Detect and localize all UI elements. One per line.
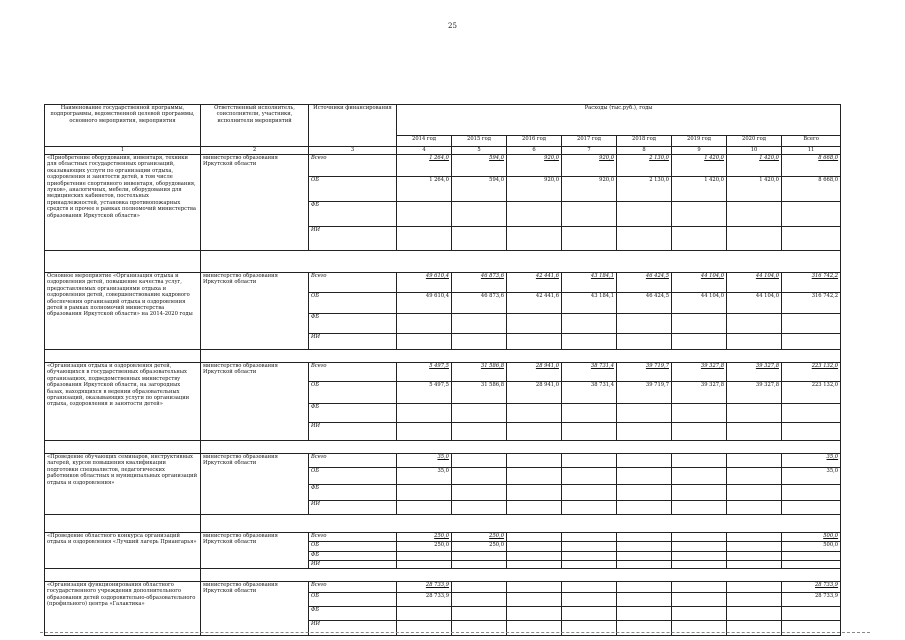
ob-value-cell: 49 610,4 (397, 293, 452, 314)
empty-value-cell (452, 404, 507, 423)
funding-source: ФБ (309, 404, 397, 423)
funding-source: Всего (309, 582, 397, 593)
column-number: 1 (45, 147, 201, 155)
gap-cell (201, 350, 841, 363)
measure-name: «Организация функционирования областного государственного учреждения дополнительного образования детей оздоровительно-образовательного (профильного) центра «Галактика» (45, 582, 201, 636)
empty-value-cell (452, 552, 507, 561)
empty-value-cell (727, 621, 782, 636)
empty-value-cell (562, 404, 617, 423)
total-value-cell: 1 420,0 (727, 155, 782, 177)
gap-cell (201, 441, 841, 454)
total-value-cell: 250,0 (397, 533, 452, 542)
measure-name: «Проведение областного конкурса организаций отдыха и оздоровления «Лучший лагерь Приангарья» (45, 533, 201, 569)
funding-source: ФБ (309, 552, 397, 561)
empty-value-cell (782, 404, 841, 423)
header-year: 2017 год (562, 136, 617, 147)
ob-value-cell (507, 593, 562, 607)
empty-value-cell (782, 227, 841, 251)
column-number: 2 (201, 147, 309, 155)
empty-value-cell (507, 202, 562, 227)
page-bottom-divider (40, 632, 870, 633)
column-number: 7 (562, 147, 617, 155)
measure-name: Основное мероприятие «Организация отдыха и оздоровления детей, повышение качества услуг, предоставляемых организациями отдыха и оздоровления детей, совершенствование кадрового обеспечения организаций отдыха и оздоровления детей в рамках полномочий министерства образования Иркутской области» на 2014-2020 годы (45, 273, 201, 350)
gap-cell (201, 515, 841, 533)
total-value-cell: 8 668,0 (782, 155, 841, 177)
total-value-cell: 35,0 (397, 454, 452, 468)
ob-value-cell (562, 593, 617, 607)
empty-value-cell (782, 202, 841, 227)
empty-value-cell (672, 334, 727, 350)
empty-value-cell (452, 501, 507, 515)
empty-value-cell (617, 404, 672, 423)
empty-value-cell (562, 607, 617, 621)
ob-value-cell: 1 264,0 (397, 177, 452, 202)
ob-value-cell: 38 731,4 (562, 382, 617, 404)
empty-value-cell (672, 404, 727, 423)
gap-cell (45, 251, 201, 273)
empty-value-cell (727, 501, 782, 515)
total-value-cell (672, 533, 727, 542)
total-value-cell (507, 582, 562, 593)
funding-source: ФБ (309, 485, 397, 501)
total-value-cell: 49 610,4 (397, 273, 452, 293)
empty-value-cell (672, 202, 727, 227)
ob-value-cell: 35,0 (782, 468, 841, 485)
empty-value-cell (672, 621, 727, 636)
funding-source: ОБ (309, 468, 397, 485)
header-expenses: Расходы (тыс.руб.), годы (397, 105, 841, 136)
funding-source: ИИ (309, 423, 397, 441)
empty-value-cell (727, 227, 782, 251)
empty-value-cell (617, 607, 672, 621)
column-number: 4 (397, 147, 452, 155)
empty-value-cell (782, 607, 841, 621)
total-value-cell: 44 104,0 (727, 273, 782, 293)
header-year: 2018 год (617, 136, 672, 147)
row-gap (45, 569, 841, 582)
empty-value-cell (727, 485, 782, 501)
total-value-cell: 31 586,8 (452, 363, 507, 382)
column-number: 3 (309, 147, 397, 155)
empty-value-cell (617, 334, 672, 350)
total-value-cell: 39 327,8 (672, 363, 727, 382)
ob-value-cell (672, 593, 727, 607)
budget-table (44, 104, 841, 636)
ob-value-cell: 42 441,6 (507, 293, 562, 314)
empty-value-cell (727, 607, 782, 621)
ob-value-cell (727, 593, 782, 607)
ob-value-cell: 28 941,0 (507, 382, 562, 404)
empty-value-cell (617, 561, 672, 569)
empty-value-cell (672, 314, 727, 334)
table-row (45, 582, 841, 593)
total-value-cell (452, 454, 507, 468)
empty-value-cell (452, 485, 507, 501)
column-number: 11 (782, 147, 841, 155)
funding-source: ОБ (309, 593, 397, 607)
empty-value-cell (782, 334, 841, 350)
header-year: 2020 год (727, 136, 782, 147)
ob-value-cell: 1 420,0 (727, 177, 782, 202)
empty-value-cell (727, 552, 782, 561)
total-value-cell (727, 582, 782, 593)
ob-value-cell (727, 468, 782, 485)
gap-cell (45, 350, 201, 363)
empty-value-cell (617, 501, 672, 515)
empty-value-cell (397, 607, 452, 621)
row-gap (45, 251, 841, 273)
ob-value-cell (452, 468, 507, 485)
funding-source: ИИ (309, 334, 397, 350)
table-body (45, 155, 841, 636)
header-row (45, 105, 841, 136)
empty-value-cell (782, 423, 841, 441)
total-value-cell (617, 582, 672, 593)
empty-value-cell (397, 404, 452, 423)
empty-value-cell (397, 501, 452, 515)
ob-value-cell: 39 327,8 (727, 382, 782, 404)
ob-value-cell: 500,0 (782, 542, 841, 552)
ob-value-cell: 2 130,0 (617, 177, 672, 202)
empty-value-cell (727, 404, 782, 423)
total-value-cell: 44 104,0 (672, 273, 727, 293)
gap-cell (201, 569, 841, 582)
total-value-cell (562, 533, 617, 542)
empty-value-cell (562, 501, 617, 515)
total-value-cell (507, 454, 562, 468)
total-value-cell (727, 533, 782, 542)
empty-value-cell (452, 607, 507, 621)
header-year: 2019 год (672, 136, 727, 147)
column-number: 6 (507, 147, 562, 155)
empty-value-cell (397, 485, 452, 501)
funding-source: ФБ (309, 202, 397, 227)
header-name: Наименование государственной программы, подпрограммы, ведомственной целевой программы, основного мероприятия, мероприятия (45, 105, 201, 147)
ob-value-cell: 920,0 (562, 177, 617, 202)
empty-value-cell (672, 227, 727, 251)
ob-value-cell: 5 497,5 (397, 382, 452, 404)
ob-value-cell: 28 733,9 (782, 593, 841, 607)
empty-value-cell (562, 314, 617, 334)
empty-value-cell (507, 334, 562, 350)
empty-value-cell (452, 314, 507, 334)
measure-executor: министерство образования Иркутской области (201, 155, 309, 251)
ob-value-cell (617, 593, 672, 607)
empty-value-cell (617, 621, 672, 636)
ob-value-cell (727, 542, 782, 552)
empty-value-cell (617, 202, 672, 227)
header-source: Источники финансирования (309, 105, 397, 147)
funding-source: ОБ (309, 542, 397, 552)
column-number-row (45, 147, 841, 155)
empty-value-cell (397, 552, 452, 561)
ob-value-cell (562, 542, 617, 552)
ob-value-cell (507, 542, 562, 552)
gap-cell (201, 251, 841, 273)
total-value-cell: 42 441,6 (507, 273, 562, 293)
measure-executor: министерство образования Иркутской области (201, 363, 309, 441)
funding-source: ИИ (309, 501, 397, 515)
measure-executor: министерство образования Иркутской области (201, 273, 309, 350)
empty-value-cell (782, 552, 841, 561)
column-number: 5 (452, 147, 507, 155)
total-value-cell (617, 533, 672, 542)
funding-source: Всего (309, 155, 397, 177)
total-value-cell: 1 264,0 (397, 155, 452, 177)
empty-value-cell (507, 404, 562, 423)
empty-value-cell (452, 334, 507, 350)
empty-value-cell (617, 227, 672, 251)
ob-value-cell: 250,0 (397, 542, 452, 552)
ob-value-cell (672, 468, 727, 485)
empty-value-cell (507, 607, 562, 621)
empty-value-cell (452, 561, 507, 569)
empty-value-cell (562, 202, 617, 227)
total-value-cell (727, 454, 782, 468)
total-value-cell: 2 130,0 (617, 155, 672, 177)
empty-value-cell (562, 485, 617, 501)
ob-value-cell (617, 542, 672, 552)
total-value-cell: 500,0 (782, 533, 841, 542)
total-value-cell: 1 420,0 (672, 155, 727, 177)
ob-value-cell (617, 468, 672, 485)
ob-value-cell: 920,0 (507, 177, 562, 202)
ob-value-cell: 250,0 (452, 542, 507, 552)
empty-value-cell (397, 314, 452, 334)
ob-value-cell (507, 468, 562, 485)
ob-value-cell: 43 184,1 (562, 293, 617, 314)
total-value-cell: 920,0 (507, 155, 562, 177)
funding-source: Всего (309, 454, 397, 468)
empty-value-cell (397, 423, 452, 441)
empty-value-cell (452, 227, 507, 251)
funding-source: ФБ (309, 607, 397, 621)
empty-value-cell (397, 621, 452, 636)
empty-value-cell (672, 561, 727, 569)
row-gap (45, 441, 841, 454)
empty-value-cell (507, 561, 562, 569)
total-value-cell: 28 733,9 (782, 582, 841, 593)
empty-value-cell (672, 501, 727, 515)
empty-value-cell (507, 552, 562, 561)
empty-value-cell (782, 561, 841, 569)
funding-source: ФБ (309, 314, 397, 334)
empty-value-cell (672, 607, 727, 621)
total-value-cell: 594,0 (452, 155, 507, 177)
ob-value-cell: 31 586,8 (452, 382, 507, 404)
total-value-cell (672, 582, 727, 593)
empty-value-cell (782, 314, 841, 334)
column-number: 10 (727, 147, 782, 155)
header-year: 2016 год (507, 136, 562, 147)
ob-value-cell: 44 104,0 (727, 293, 782, 314)
measure-executor: министерство образования Иркутской области (201, 454, 309, 515)
ob-value-cell (562, 468, 617, 485)
empty-value-cell (562, 334, 617, 350)
gap-cell (45, 441, 201, 454)
empty-value-cell (507, 485, 562, 501)
measure-name: «Организация отдыха и оздоровления детей, обучающихся в государственных образовательных организациях, подведомственных министерству образования Иркутской области, на загородных базах, находящихся в ведении образовательных организаций, оказывающих услуги по организации отдыха, оздоровления и занятости детей» (45, 363, 201, 441)
total-value-cell: 46 873,6 (452, 273, 507, 293)
total-value-cell: 28 733,9 (397, 582, 452, 593)
empty-value-cell (397, 334, 452, 350)
funding-source: Всего (309, 533, 397, 542)
ob-value-cell: 39 327,8 (672, 382, 727, 404)
table-row (45, 273, 841, 293)
empty-value-cell (507, 621, 562, 636)
total-value-cell: 38 731,4 (562, 363, 617, 382)
empty-value-cell (727, 423, 782, 441)
ob-value-cell: 39 719,7 (617, 382, 672, 404)
empty-value-cell (672, 423, 727, 441)
empty-value-cell (672, 485, 727, 501)
total-value-cell (617, 454, 672, 468)
empty-value-cell (617, 552, 672, 561)
empty-value-cell (727, 561, 782, 569)
total-value-cell: 43 184,1 (562, 273, 617, 293)
empty-value-cell (562, 227, 617, 251)
empty-value-cell (562, 561, 617, 569)
empty-value-cell (562, 552, 617, 561)
row-gap (45, 350, 841, 363)
funding-source: ИИ (309, 227, 397, 251)
funding-source: ОБ (309, 177, 397, 202)
table-row (45, 155, 841, 177)
empty-value-cell (452, 621, 507, 636)
total-value-cell (562, 582, 617, 593)
funding-source: ИИ (309, 561, 397, 569)
empty-value-cell (727, 334, 782, 350)
measure-name: «Проведение обучающих семинаров, инструктивных лагерей, курсов повышения квалификации подготовки специалистов, педагогических работников областных и муниципальных организаций отдыха и оздоровления» (45, 454, 201, 515)
total-value-cell: 46 424,5 (617, 273, 672, 293)
ob-value-cell (672, 542, 727, 552)
total-value-cell (452, 582, 507, 593)
empty-value-cell (672, 552, 727, 561)
total-value-cell: 39 719,7 (617, 363, 672, 382)
empty-value-cell (617, 314, 672, 334)
empty-value-cell (782, 485, 841, 501)
ob-value-cell: 223 132,0 (782, 382, 841, 404)
ob-value-cell: 44 104,0 (672, 293, 727, 314)
empty-value-cell (782, 501, 841, 515)
total-value-cell (507, 533, 562, 542)
total-value-cell: 35,0 (782, 454, 841, 468)
empty-value-cell (397, 227, 452, 251)
header-executor: Ответственный исполнитель, соисполнители, участники, исполнители мероприятий (201, 105, 309, 147)
empty-value-cell (397, 561, 452, 569)
ob-value-cell: 28 733,9 (397, 593, 452, 607)
ob-value-cell: 1 420,0 (672, 177, 727, 202)
ob-value-cell: 46 424,5 (617, 293, 672, 314)
header-year: 2014 год (397, 136, 452, 147)
empty-value-cell (617, 423, 672, 441)
empty-value-cell (452, 202, 507, 227)
total-value-cell: 920,0 (562, 155, 617, 177)
empty-value-cell (617, 485, 672, 501)
funding-source: ОБ (309, 382, 397, 404)
header-total: Всего (782, 136, 841, 147)
empty-value-cell (507, 227, 562, 251)
funding-source: ОБ (309, 293, 397, 314)
empty-value-cell (562, 621, 617, 636)
empty-value-cell (562, 423, 617, 441)
row-gap (45, 515, 841, 533)
total-value-cell: 39 327,8 (727, 363, 782, 382)
empty-value-cell (397, 202, 452, 227)
ob-value-cell (452, 593, 507, 607)
ob-value-cell: 46 873,6 (452, 293, 507, 314)
page-number: 25 (448, 22, 457, 30)
total-value-cell: 223 132,0 (782, 363, 841, 382)
gap-cell (45, 569, 201, 582)
total-value-cell (562, 454, 617, 468)
table-row (45, 533, 841, 542)
column-number: 9 (672, 147, 727, 155)
empty-value-cell (507, 501, 562, 515)
empty-value-cell (507, 314, 562, 334)
total-value-cell (672, 454, 727, 468)
column-number: 8 (617, 147, 672, 155)
table-row (45, 363, 841, 382)
total-value-cell: 316 742,2 (782, 273, 841, 293)
ob-value-cell: 316 742,2 (782, 293, 841, 314)
measure-executor: министерство образования Иркутской области (201, 533, 309, 569)
measure-name: «Приобретение оборудования, инвентаря, техники для областных государственных организаций, оказывающих услуги по организации отдыха, оздоровления и занятости детей, в том числе приобретение спортивного инвентаря, оборудования, луков», аналогичных, мебели, оборудования для медицинских кабинетов, постельных принадлежностей, установка противопожарных средств и прочее в рамках полномочий министерства образования Иркутской области» (45, 155, 201, 251)
funding-source: ИИ (309, 621, 397, 636)
total-value-cell: 250,0 (452, 533, 507, 542)
empty-value-cell (727, 314, 782, 334)
empty-value-cell (782, 621, 841, 636)
funding-source: Всего (309, 363, 397, 382)
gap-cell (45, 515, 201, 533)
measure-executor: министерство образования Иркутской области (201, 582, 309, 636)
ob-value-cell: 8 668,0 (782, 177, 841, 202)
table-row (45, 454, 841, 468)
funding-source: Всего (309, 273, 397, 293)
total-value-cell: 28 941,0 (507, 363, 562, 382)
total-value-cell: 5 497,5 (397, 363, 452, 382)
header-year: 2015 год (452, 136, 507, 147)
empty-value-cell (507, 423, 562, 441)
ob-value-cell: 594,0 (452, 177, 507, 202)
empty-value-cell (727, 202, 782, 227)
empty-value-cell (452, 423, 507, 441)
ob-value-cell: 35,0 (397, 468, 452, 485)
